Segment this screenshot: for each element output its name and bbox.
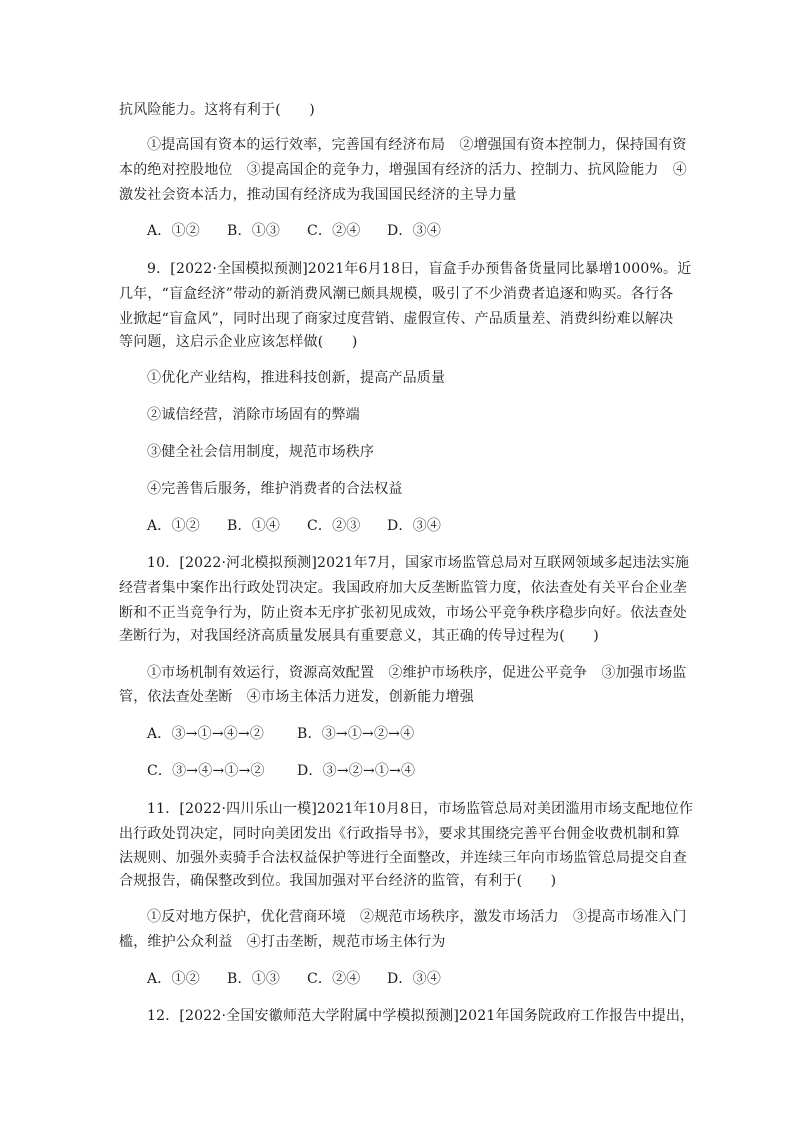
q9-stem-line-3: 业掀起“盲盒风”，同时出现了商家过度营销、虚假宣传、产品质量差、消费纠纷难以解决 (119, 311, 674, 327)
q12-stem-line-1: 12．[2022·全国安徽师范大学附属中学模拟预测]2021年国务院政府工作报告中提出， (147, 1008, 695, 1024)
q9-statement-3: ③健全社会信用制度，规范市场秩序 (147, 444, 375, 460)
option-d[interactable]: D．③④ (387, 971, 442, 987)
q10-statements-line-2: 管，依法查处垄断 ④市场主体活力迸发，创新能力增强 (119, 689, 474, 705)
q11-options (147, 969, 441, 989)
q11-stem-line-2: 出行政处罚决定，同时向美团发出《行政指导书》，要求其围绕完善平台佣金收费机制和算 (119, 826, 680, 842)
q9-statement-4: ④完善售后服务，维护消费者的合法权益 (147, 481, 403, 497)
q9-statement-2: ②诚信经营，消除市场固有的弊端 (147, 407, 360, 423)
option-a[interactable]: A．③→①→④→② (147, 726, 265, 742)
option-b[interactable]: B．①④ (227, 518, 281, 534)
q11-stem-line-4: 合规报告，确保整改到位。我国加强对平台经济的监管，有利于( ) (119, 873, 557, 889)
q8-statements-line-2: 本的绝对控股地位 ③提高国企的竞争力，增强国有经济的活力、控制力、抗风险能力 ④ (119, 162, 687, 178)
q9-stem-line-2: 几年，“盲盒经济”带动的新消费风潮已颇具规模，吸引了不少消费者追逐和购买。各行各 (119, 286, 674, 302)
option-c[interactable]: C．③→④→①→② (147, 763, 265, 779)
option-c[interactable]: C．②③ (307, 518, 361, 534)
q9-stem-line-1: 9．[2022·全国模拟预测]2021年6月18日，盲盒手办预售备货量同比暴增1000%。近 (147, 261, 692, 277)
option-c[interactable]: C．②④ (307, 971, 361, 987)
option-d[interactable]: D．③④ (387, 223, 442, 239)
q8-statements-line-3: 激发社会资本活力，推动国有经济成为我国国民经济的主导力量 (119, 187, 517, 203)
q10-stem-line-2: 经营者集中案作出行政处罚决定。我国政府加大反垄断监管力度，依法查处有关平台企业垄 (119, 580, 687, 596)
option-b[interactable]: B．①③ (227, 971, 281, 987)
option-c[interactable]: C．②④ (307, 223, 361, 239)
option-d[interactable]: D．③④ (387, 518, 442, 534)
option-b[interactable]: B．③→①→②→④ (297, 726, 415, 742)
q10-options-row-2 (147, 761, 415, 781)
q10-stem-line-1: 10．[2022·河北模拟预测]2021年7月，国家市场监管总局对互联网领域多起违法实施 (147, 555, 690, 571)
option-d[interactable]: D．③→②→①→④ (297, 763, 416, 779)
q9-statement-1: ①优化产业结构，推进科技创新，提高产品质量 (147, 370, 446, 386)
q8-stem-end: 抗风险能力。这将有利于( ) (119, 102, 315, 118)
q10-options-row-1 (147, 724, 414, 744)
q10-stem-line-4: 垄断行为，对我国经济高质量发展具有重要意义，其正确的传导过程为( ) (119, 628, 599, 644)
q9-options (147, 516, 441, 536)
q11-stem-line-3: 法规则、加强外卖骑手合法权益保护等进行全面整改，并连续三年向市场监管总局提交自查 (119, 850, 687, 866)
option-a[interactable]: A．①② (147, 518, 200, 534)
q11-statements-line-2: 槛，维护公众利益 ④打击垄断，规范市场主体行为 (119, 934, 446, 950)
q11-stem-line-1: 11．[2022·四川乐山一模]2021年10月8日，市场监管总局对美团滥用市场支配地位作 (147, 801, 694, 817)
q11-statements-line-1: ①反对地方保护，优化营商环境 ②规范市场秩序，激发市场活力 ③提高市场准入门 (147, 909, 687, 925)
option-a[interactable]: A．①② (147, 971, 200, 987)
q8-statements-line-1: ①提高国有资本的运行效率，完善国有经济布局 ②增强国有资本控制力，保持国有资 (147, 137, 687, 153)
q10-stem-line-3: 断和不正当竞争行为，防止资本无序扩张初见成效，市场公平竞争秩序稳步向好。依法查处 (119, 605, 687, 621)
option-a[interactable]: A．①② (147, 223, 200, 239)
option-b[interactable]: B．①③ (227, 223, 281, 239)
q10-statements-line-1: ①市场机制有效运行，资源高效配置 ②维护市场秩序，促进公平竞争 ③加强市场监 (147, 665, 687, 681)
q9-stem-line-4: 等问题，这启示企业应该怎样做( ) (119, 334, 358, 350)
q8-options (147, 221, 441, 241)
